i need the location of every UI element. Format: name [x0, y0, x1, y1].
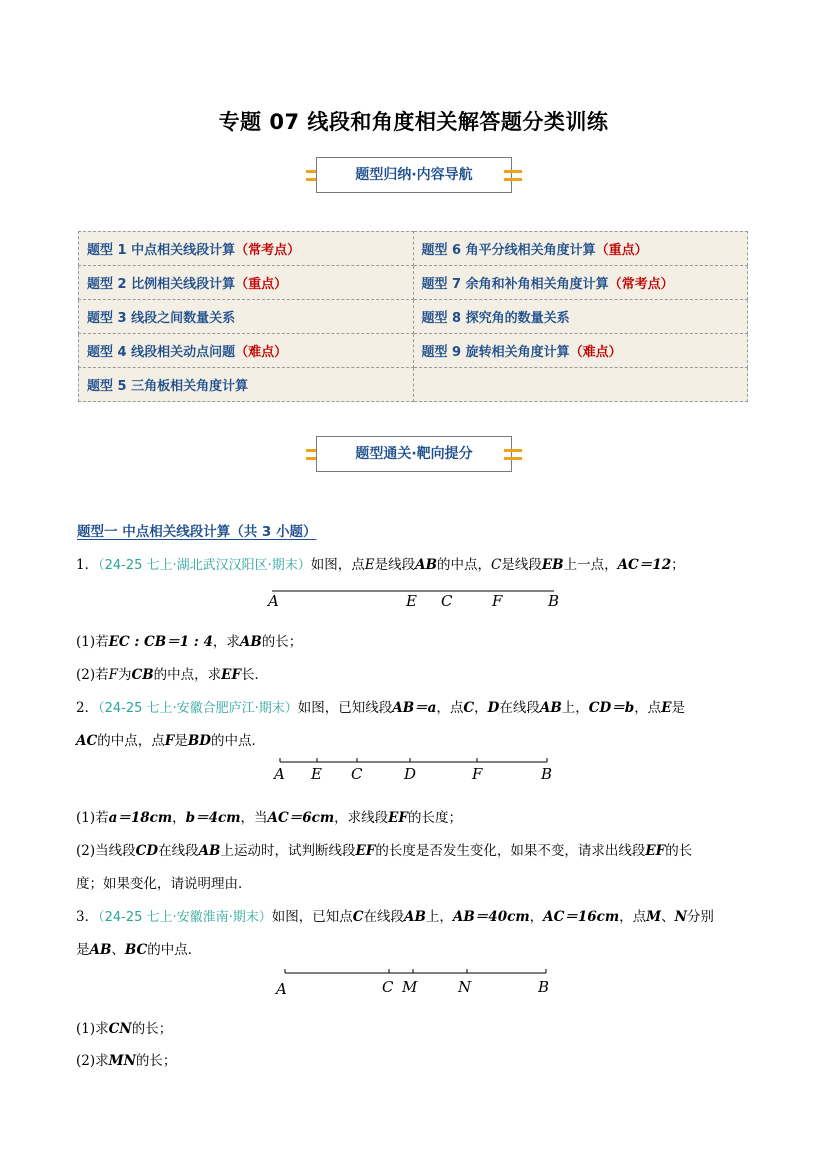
question-source[interactable]: （24-25 七上·安徽合肥庐江·期末） [98, 701, 298, 716]
question-source[interactable]: （24-25 七上·湖北武汉汉阳区·期末） [98, 558, 311, 573]
question-2-part-2: (2)当线段CD在线段AB上运动时，试判断线段EF的长度是否发生变化，如果不变，请求出线段EF的长 [76, 843, 693, 859]
point-label: F [492, 592, 503, 610]
question-3-part-2: (2)求MN的长； [76, 1053, 177, 1069]
section-heading: 题型一 中点相关线段计算（共 3 小题） [77, 524, 317, 540]
topic-cell[interactable]: 题型 7 余角和补角相关角度计算（常考点） [413, 266, 748, 300]
topic-cell[interactable]: 题型 4 线段相关动点问题（难点） [79, 334, 414, 368]
question-1-part-2: (2)若F为CB的中点，求EF长． [76, 667, 269, 683]
point-label: C [382, 978, 394, 996]
question-2-stem: 2．（24-25 七上·安徽合肥庐江·期末）如图，已知线段AB＝a，点C，D在线段AB上，CD＝b，点E是 [76, 700, 685, 716]
banner-decoration [504, 457, 522, 460]
banner-decoration [504, 170, 522, 173]
banner-label: 题型归纳·内容导航 [316, 157, 512, 193]
point-label: D [404, 765, 417, 783]
topic-cell[interactable]: 题型 9 旋转相关角度计算（难点） [413, 334, 748, 368]
banner-label: 题型通关·靶向提分 [316, 436, 512, 472]
topic-cell[interactable]: 题型 1 中点相关线段计算（常考点） [79, 232, 414, 266]
point-label: B [541, 765, 553, 783]
point-label: M [402, 978, 418, 996]
question-source[interactable]: （24-25 七上·安徽淮南·期末） [98, 910, 272, 925]
topic-cell[interactable]: 题型 6 角平分线相关角度计算（重点） [413, 232, 748, 266]
figure-3 [272, 967, 562, 999]
topic-cell-empty [413, 368, 748, 402]
practice-banner [306, 436, 522, 476]
point-label: B [548, 592, 560, 610]
topic-cell[interactable]: 题型 3 线段之间数量关系 [79, 300, 414, 334]
question-3-stem: 3．（24-25 七上·安徽淮南·期末）如图，已知点C在线段AB上，AB＝40cm，AC＝16cm，点M、N分别 [76, 909, 714, 925]
point-label: N [458, 978, 472, 996]
point-label: A [274, 765, 285, 783]
topic-cell[interactable]: 题型 5 三角板相关角度计算 [79, 368, 414, 402]
question-2-stem-cont: AC的中点，点F是BD的中点． [76, 733, 265, 749]
question-1-part-1: (1)若EC : CB＝1 : 4，求AB的长； [76, 634, 303, 650]
topic-cell[interactable]: 题型 2 比例相关线段计算（重点） [79, 266, 414, 300]
banner-decoration [504, 178, 522, 181]
point-label: B [538, 978, 550, 996]
point-label: E [311, 765, 322, 783]
question-1-stem: 1．（24-25 七上·湖北武汉汉阳区·期末）如图，点E是线段AB的中点，C是线段EB上一点，AC＝12； [76, 557, 685, 573]
banner-decoration [504, 449, 522, 452]
page-title: 专题 07 线段和角度相关解答题分类训练 [218, 110, 609, 134]
question-3-part-1: (1)求CN的长； [76, 1021, 173, 1037]
question-2-part-2-cont: 度；如果变化，请说明理由． [76, 876, 252, 892]
point-label: F [472, 765, 483, 783]
question-2-part-1: (1)若a＝18cm，b＝4cm，当AC＝6cm，求线段EF的长度； [76, 810, 463, 826]
figure-2 [270, 757, 560, 787]
topic-cell[interactable]: 题型 8 探究角的数量关系 [413, 300, 748, 334]
topic-table [78, 231, 748, 402]
point-label: C [441, 592, 453, 610]
question-3-stem-cont: 是AB、BC的中点． [76, 942, 202, 958]
point-label: A [276, 980, 287, 998]
point-label: C [351, 765, 363, 783]
contents-banner [306, 157, 522, 197]
figure-1 [262, 585, 562, 615]
point-label: A [268, 592, 279, 610]
point-label: E [406, 592, 417, 610]
